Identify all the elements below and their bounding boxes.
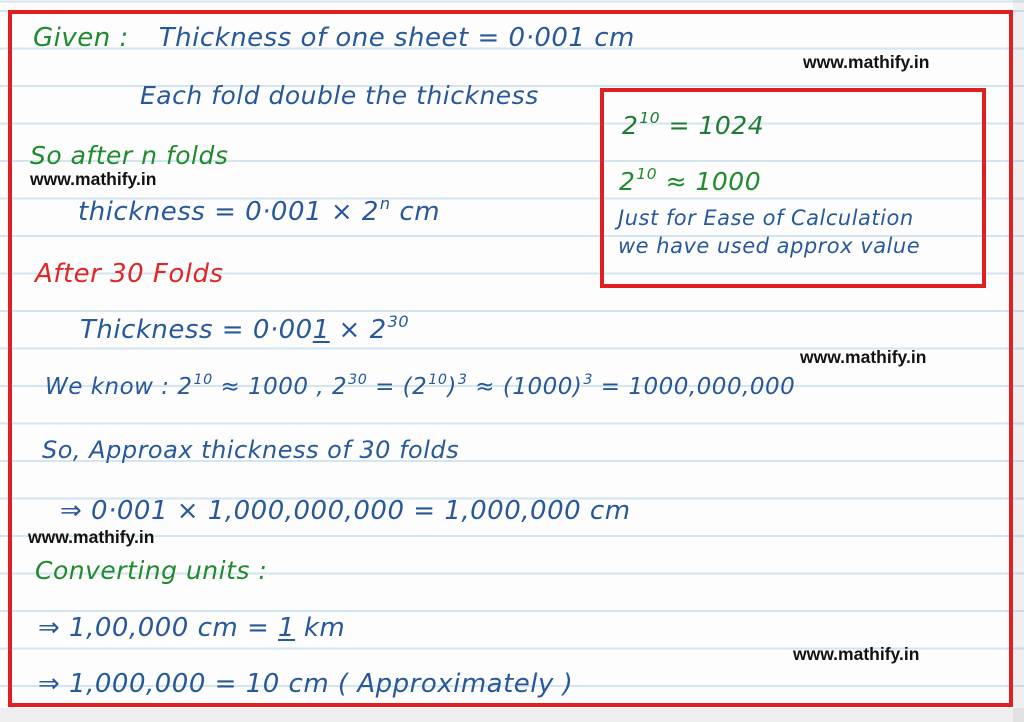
watermark-left-lower: www.mathify.in (28, 527, 155, 547)
after-30-folds-heading: After 30 Folds (35, 259, 224, 289)
approximately-line: ⇒ 1,000,000 = 10 cm ( Approximately ) (38, 669, 574, 699)
note-box-approx-line (619, 165, 762, 197)
exact-base: 2 (622, 111, 639, 140)
watermark-mid-right: www.mathify.in (800, 347, 927, 367)
we-know-part1: We know : 2 (45, 374, 193, 400)
converting-units-heading: Converting units : (35, 556, 268, 585)
watermark-bottom-right: www.mathify.in (793, 644, 920, 664)
we-know-exp3: 10 (428, 372, 448, 389)
km-line-underlined-digit: 1 (278, 613, 296, 643)
exact-exponent: 10 (639, 109, 661, 128)
formula-n-unit: cm (390, 197, 441, 227)
note-box-caption-line1: Just for Ease of Calculation (618, 206, 914, 230)
formula-n-base: thickness = 0·001 × 2 (78, 197, 379, 227)
formula-n-exponent: n (379, 193, 391, 213)
thickness-formula-30 (80, 311, 410, 346)
exact-value: = 1024 (660, 111, 765, 140)
note-box-caption-line2: we have used approx value (618, 234, 921, 258)
thickness-formula-n (78, 193, 441, 228)
we-know-part3: = (2 (367, 374, 428, 400)
approx-value: ≈ 1000 (657, 167, 762, 196)
km-conversion-line (38, 614, 345, 644)
approx-exponent: 10 (636, 165, 658, 184)
we-know-exp1: 10 (193, 372, 213, 389)
formula-30-base: Thickness = 0·00 (80, 315, 313, 345)
each-fold-line: Each fold double the thickness (140, 81, 539, 110)
we-know-exp4: 3 (457, 372, 468, 389)
km-line-unit: km (295, 613, 346, 643)
we-know-exp2: 30 (348, 372, 368, 389)
page-edge-right (1013, 0, 1024, 722)
approx-base: 2 (619, 167, 636, 196)
we-know-line (45, 374, 795, 400)
formula-30-times: × 2 (329, 315, 387, 345)
so-approx-thickness-line: So, Approax thickness of 30 folds (42, 436, 460, 464)
note-box-exact-line (622, 109, 765, 141)
we-know-part4: ) (447, 374, 457, 400)
we-know-part6: = 1000,000,000 (592, 374, 796, 400)
approximation-note-box (600, 88, 986, 288)
given-statement: Thickness of one sheet = 0·001 cm (158, 23, 635, 53)
we-know-exp5: 3 (583, 372, 593, 389)
formula-30-underlined-digit: 1 (312, 315, 330, 345)
km-line-left: ⇒ 1,00,000 cm = (38, 613, 279, 643)
page-edge-bottom (0, 708, 1024, 722)
we-know-part5: ≈ (1000) (467, 374, 583, 400)
so-after-n-folds-line: So after n folds (30, 141, 229, 170)
formula-30-exponent: 30 (387, 311, 410, 331)
watermark-top-right: www.mathify.in (803, 52, 930, 72)
given-label: Given : (33, 23, 129, 53)
watermark-left-upper: www.mathify.in (30, 169, 157, 189)
multiplication-result-line: ⇒ 0·001 × 1,000,000,000 = 1,000,000 cm (60, 496, 631, 526)
given-line (33, 24, 635, 54)
we-know-part2: ≈ 1000 , 2 (212, 374, 348, 400)
